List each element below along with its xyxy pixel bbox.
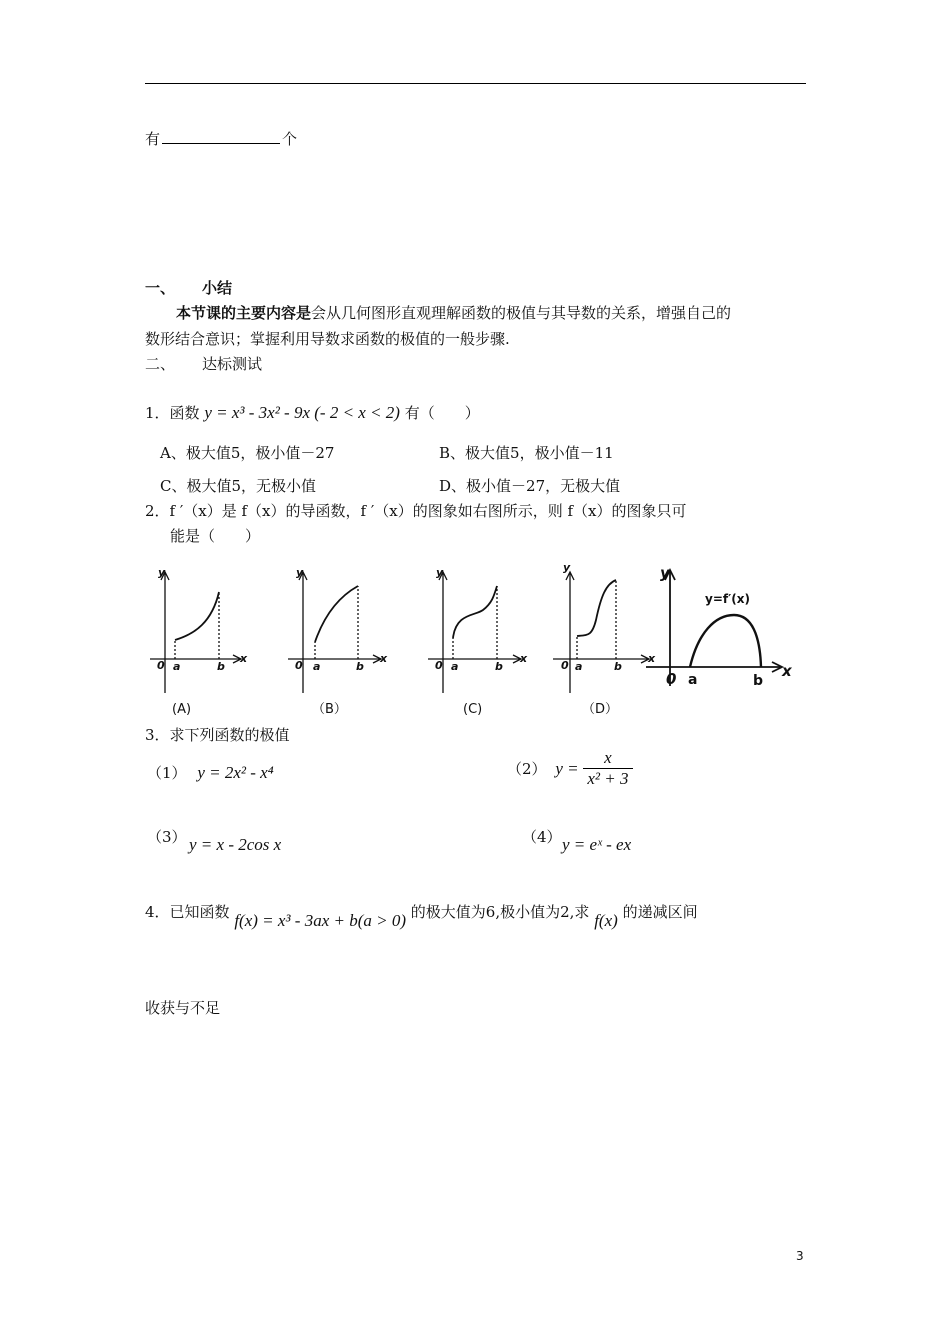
graph-a-b: b — [217, 660, 225, 673]
graph-c-caption: (C) — [463, 702, 483, 717]
graph-c-a: a — [451, 660, 459, 673]
q2-graphs — [140, 558, 810, 718]
blank-prefix: 有 — [145, 130, 161, 148]
blank-suffix: 个 — [282, 130, 298, 148]
deriv-y-label: y — [660, 564, 670, 582]
q3-1-formula: y = 2x² - x⁴ — [197, 763, 274, 782]
question-4: 4．已知函数 f(x) = x³ - 3ax + b(a > 0) 的极大值为6,极小值为2,求 f(x) 的递减区间 — [145, 903, 698, 930]
graph-d — [553, 572, 649, 693]
summary-line-1: 本节课的主要内容是会从几何图形直观理解函数的极值与其导数的关系，增强自己的 — [176, 304, 732, 322]
question-2-line-1: 2．f ′（x）是 f（x）的导函数，f ′（x）的图象如右图所示，则 f（x）的图象只可 — [145, 502, 687, 520]
deriv-origin: 0 — [666, 670, 677, 688]
graph-c — [428, 572, 521, 693]
graph-c-curve — [453, 586, 497, 638]
question-1: 1．函数 y = x³ - 3x² - 9x (- 2 < x < 2) 有（ ） — [145, 403, 480, 422]
deriv-a: a — [688, 672, 698, 688]
q3-4-formula: y = eˣ - ex — [562, 835, 632, 854]
graph-a-x-label: x — [240, 652, 248, 665]
graph-b-origin: 0 — [295, 659, 303, 672]
q3-item-4-label: （4） — [522, 828, 562, 846]
graph-c-y-label: y — [436, 566, 444, 579]
harvest-heading: 收获与不足 — [145, 999, 221, 1017]
graph-b-a: a — [313, 660, 321, 673]
q1-option-c[interactable]: C、极大值5，无极小值 — [160, 477, 317, 495]
graph-d-caption: （D） — [582, 702, 619, 717]
deriv-b: b — [753, 673, 764, 689]
q1-option-b[interactable]: B、极大值5，极小值－11 — [439, 444, 614, 462]
graph-b-caption: （B） — [312, 702, 347, 717]
q1-formula: y = x³ - 3x² - 9x (- 2 < x < 2) — [204, 403, 400, 422]
graph-b — [288, 572, 381, 693]
graph-a-y-label: y — [158, 566, 166, 579]
summary-heading: 一、 小结 — [145, 279, 233, 297]
q1-option-a[interactable]: A、极大值5，极小值－27 — [160, 444, 335, 462]
answer-blank[interactable] — [162, 129, 280, 144]
graph-d-b: b — [614, 660, 622, 673]
graph-d-origin: 0 — [561, 659, 569, 672]
question-2-line-2: 能是（ ） — [170, 527, 261, 545]
q3-item-3-label: （3） — [147, 828, 187, 846]
q4-fx: f(x) — [594, 911, 618, 930]
header-rule — [145, 83, 806, 84]
graph-d-x-label: x — [648, 652, 656, 665]
graph-b-x-label: x — [380, 652, 388, 665]
graph-a-origin: 0 — [157, 659, 165, 672]
summary-line-2: 数形结合意识；掌握利用导数求函数的极值的一般步骤. — [145, 330, 510, 348]
graph-d-curve — [577, 580, 616, 636]
question-3-title: 3．求下列函数的极值 — [145, 726, 290, 744]
q3-item-1: （1） y = 2x² - x⁴ — [147, 763, 274, 782]
blank-line — [145, 128, 297, 149]
deriv-label: y=f′(x) — [705, 592, 750, 606]
graph-a-caption: (A) — [172, 702, 192, 717]
test-heading: 二、 达标测试 — [145, 355, 263, 373]
page-number: 3 — [796, 1249, 804, 1263]
graph-b-curve — [315, 586, 358, 642]
graph-d-a: a — [575, 660, 583, 673]
deriv-curve — [690, 615, 761, 667]
q3-2-fraction: $\frac{x}{\text{x² + 3}}$ — [583, 748, 632, 789]
q3-3-formula: y = x - 2cos x — [189, 835, 282, 854]
deriv-x-label: x — [782, 662, 792, 680]
graph-b-y-label: y — [296, 566, 304, 579]
derivative-graph — [646, 570, 782, 686]
q1-option-d[interactable]: D、极小值－27，无极大值 — [439, 477, 621, 495]
graph-d-y-label: y — [563, 561, 571, 574]
graph-b-b: b — [356, 660, 364, 673]
graph-a-curve — [175, 592, 219, 640]
graph-c-x-label: x — [520, 652, 528, 665]
graph-a-a: a — [173, 660, 181, 673]
graph-c-origin: 0 — [435, 659, 443, 672]
q3-item-2: （2） y = $\frac{x}{\text{x² + 3}}$ — [507, 748, 633, 789]
graph-a — [150, 572, 241, 693]
q4-formula: f(x) = x³ - 3ax + b(a > 0) — [234, 911, 407, 930]
graph-c-b: b — [495, 660, 503, 673]
